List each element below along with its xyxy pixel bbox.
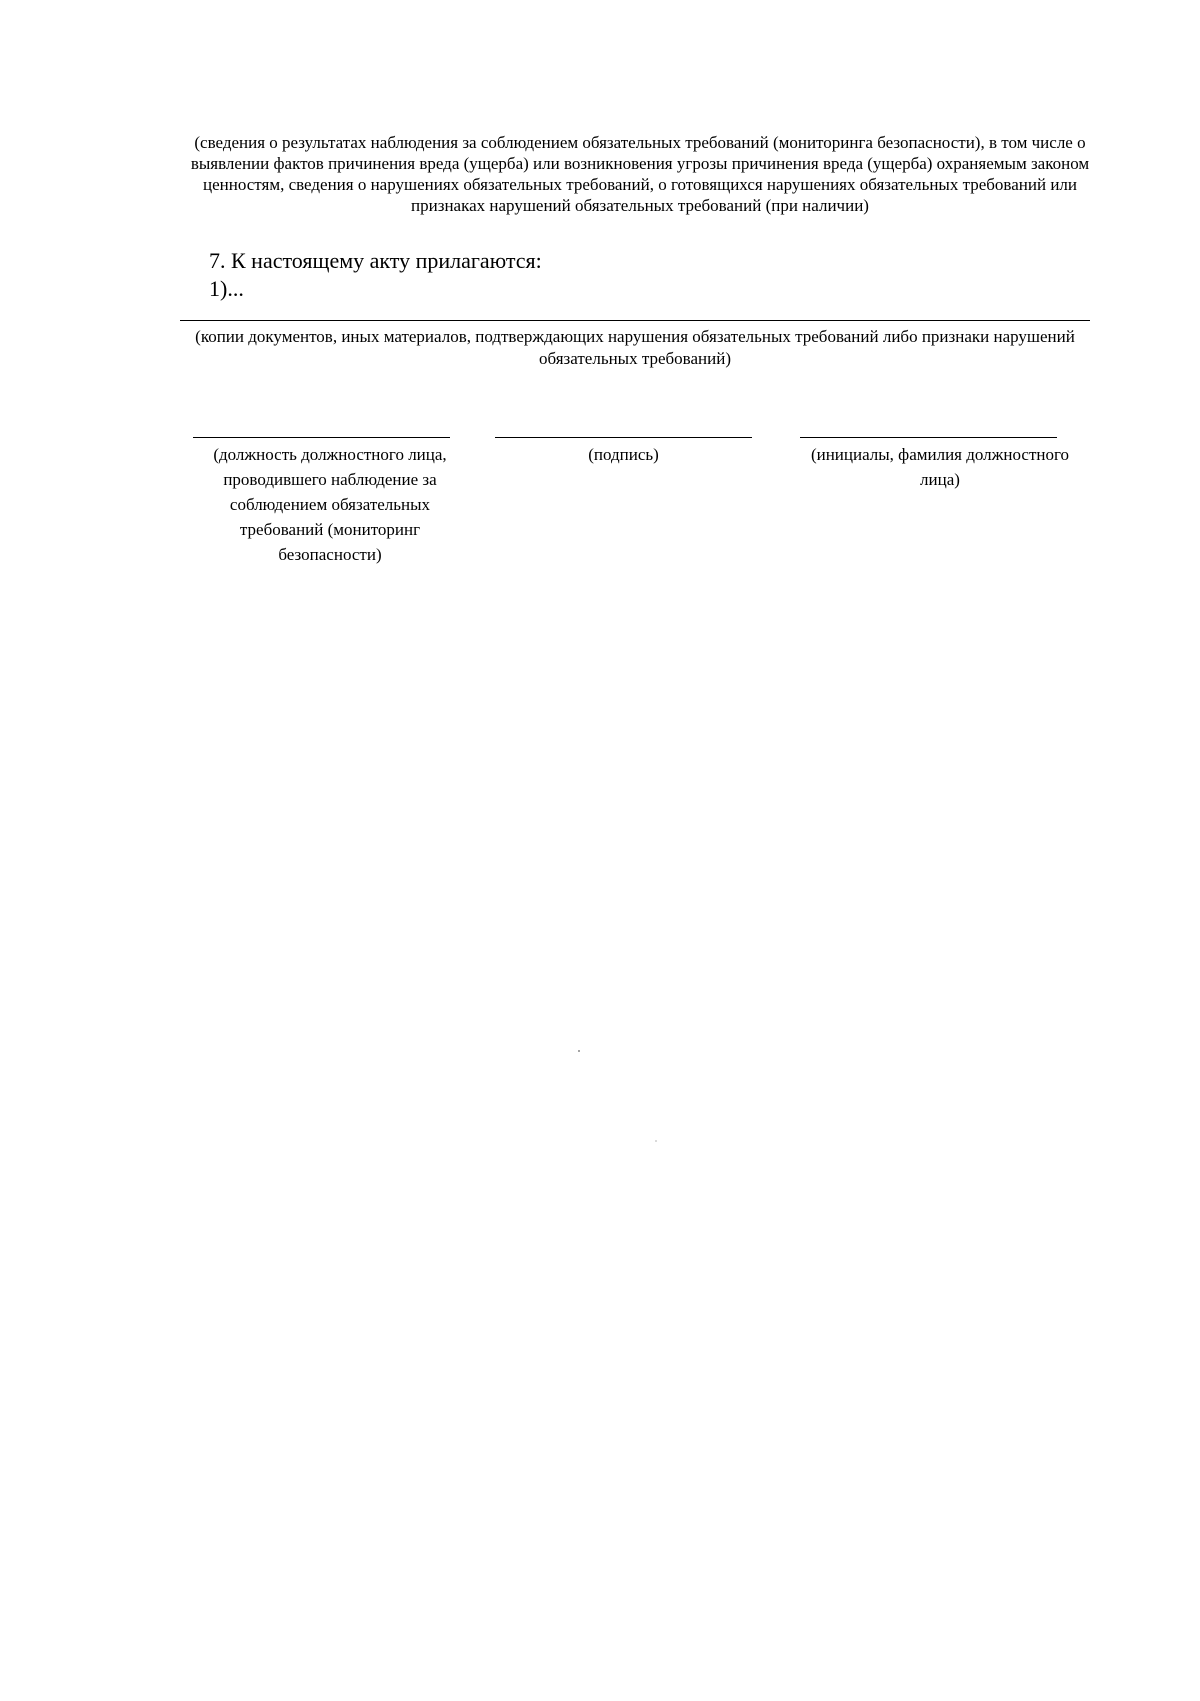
observation-results-note: (сведения о результатах наблюдения за соблюдением обязательных требований (мониторинга безопасности), в том числе о выявлении фактов причинения вреда (ущерба) или возникновения угрозы причинения вреда (ущерба) охраняемым законом ценностям, сведения о нарушениях обязательных требований, о готовящихся нарушениях обязательных требований или признаках нарушений обязательных требований (при наличии) — [190, 133, 1090, 215]
signature-caption: (подпись) — [588, 445, 659, 464]
attachments-fill-line — [180, 320, 1090, 321]
attachments-note: (копии документов, иных материалов, подтверждающих нарушения обязательных требований либо признаки нарушений обязательных требований) — [195, 327, 1075, 368]
position-fill-line — [193, 437, 450, 438]
scan-speck — [578, 1050, 580, 1052]
section-7-heading: 7. К настоящему акту прилагаются: — [209, 248, 542, 273]
position-caption: (должность должностного лица, проводившего наблюдение за соблюдением обязательных требований (мониторинг безопасности) — [213, 445, 447, 564]
attachment-item-1: 1)... — [209, 276, 244, 301]
signature-fill-line — [495, 437, 752, 438]
scan-speck — [655, 1140, 657, 1142]
name-caption: (инициалы, фамилия должностного лица) — [810, 445, 1070, 489]
name-fill-line — [800, 437, 1057, 438]
